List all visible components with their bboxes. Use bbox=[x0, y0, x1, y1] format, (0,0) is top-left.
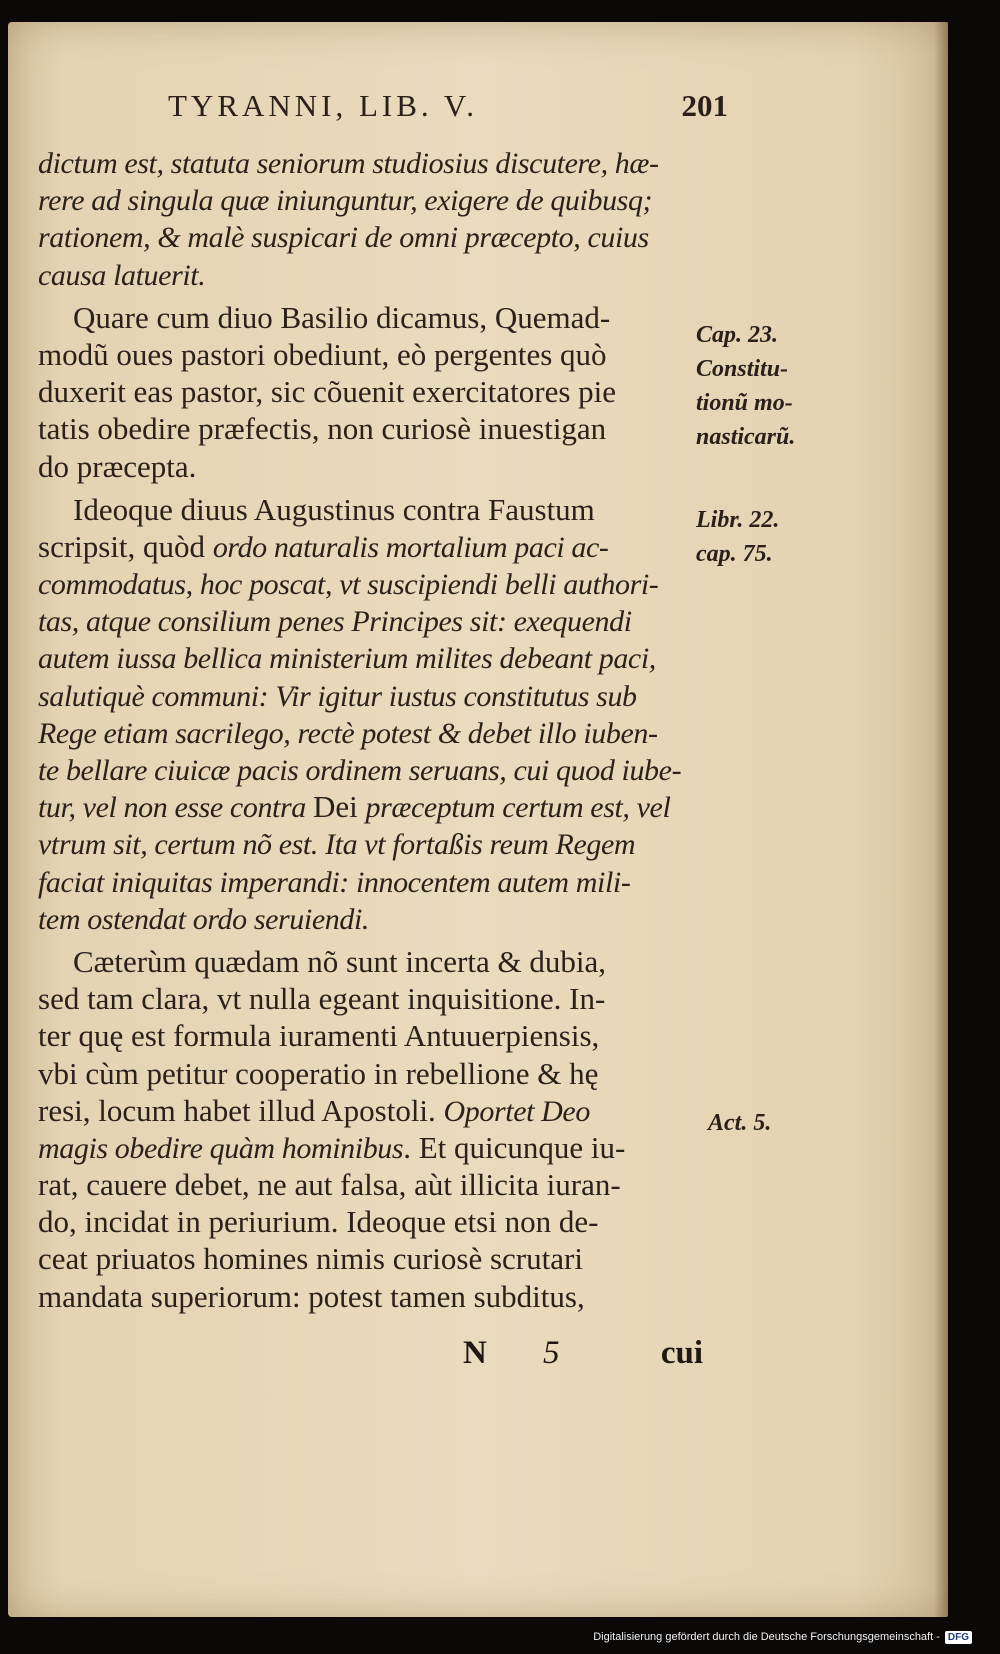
text-line bbox=[38, 1203, 698, 1240]
text-line bbox=[38, 1092, 698, 1129]
text-line bbox=[38, 1278, 698, 1315]
text-line bbox=[38, 181, 698, 218]
text-run: tur, vel non esse contra bbox=[38, 791, 313, 825]
marginal-note: Cap. 23. bbox=[696, 322, 779, 348]
text-run: ceat priuatos homines nimis curiosè scrutari bbox=[38, 1241, 583, 1277]
text-run: Oportet Deo bbox=[443, 1094, 590, 1128]
catchword: cui bbox=[660, 1335, 703, 1371]
text-line bbox=[38, 410, 698, 447]
text-run: Quare cum diuo Basilio dicamus, Quemad- bbox=[73, 299, 611, 335]
marginal-note: tionũ mo- bbox=[696, 390, 793, 416]
text-run: sed tam clara, vt nulla egeant inquisitione. In- bbox=[38, 981, 606, 1017]
marginal-note: Libr. 22. bbox=[696, 507, 780, 533]
text-run: . Et quicunque iu- bbox=[403, 1129, 626, 1165]
marginal-note: cap. 75. bbox=[696, 541, 773, 567]
text-line bbox=[38, 980, 698, 1017]
text-line bbox=[38, 448, 698, 485]
text-run: ter quę est formula iuramenti Antuuerpiensis, bbox=[38, 1018, 600, 1054]
text-line bbox=[38, 1017, 698, 1054]
text-line bbox=[38, 639, 698, 676]
text-line bbox=[38, 299, 698, 336]
text-line bbox=[38, 863, 698, 900]
marginal-note: Constitu- bbox=[696, 356, 789, 382]
text-line bbox=[38, 144, 698, 181]
text-run: faciat iniquitas imperandi: innocentem autem mili- bbox=[38, 865, 631, 899]
text-line bbox=[38, 825, 698, 862]
text-run: dictum est, statuta seniorum studiosius discutere, hæ- bbox=[38, 147, 659, 180]
text-run: rere ad singula quæ iniunguntur, exigere de quibusq; bbox=[38, 184, 653, 218]
text-run: autem iussa bellica ministerium milites debeant paci, bbox=[38, 642, 656, 676]
text-run: præceptum certum est, vel bbox=[365, 791, 671, 825]
text-line bbox=[38, 1129, 698, 1166]
text-run: salutiquè communi: Vir igitur iustus constitutus sub bbox=[38, 679, 637, 713]
running-head bbox=[168, 88, 728, 138]
text-run: te bellare ciuicæ pacis ordinem seruans, cui quod iube- bbox=[38, 754, 682, 787]
dfg-logo: DFG bbox=[945, 1631, 972, 1644]
text-run: vbi cùm petitur cooperatio in rebellione & hę bbox=[38, 1055, 599, 1091]
text-line bbox=[38, 1240, 698, 1277]
text-run: Cæterùm quædam nõ sunt incerta & dubia, bbox=[73, 943, 606, 979]
text-run: rat, cauere debet, ne aut falsa, aùt illicita iuran- bbox=[38, 1167, 621, 1203]
running-title: TYRANNI, LIB. V. bbox=[168, 88, 479, 123]
text-line bbox=[38, 373, 698, 410]
text-line bbox=[38, 677, 698, 714]
text-run: commodatus, hoc poscat, vt suscipiendi belli authori- bbox=[38, 568, 659, 602]
text-line bbox=[38, 788, 698, 825]
marginal-note: nasticarũ. bbox=[696, 424, 796, 450]
signature-mark: N bbox=[463, 1335, 487, 1371]
text-run: vtrum sit, certum nõ est. Ita vt fortaßis reum Regem bbox=[38, 828, 636, 862]
text-run: ordo naturalis mortalium paci ac- bbox=[212, 530, 609, 564]
text-run: resi, locum habet illud Apostoli. bbox=[38, 1092, 444, 1128]
credit-text: Digitalisierung gefördert durch die Deutsche Forschungsgemeinschaft - bbox=[593, 1631, 940, 1643]
text-line bbox=[38, 943, 698, 980]
text-run: duxerit eas pastor, sic cõuenit exercitatores pie bbox=[38, 374, 617, 410]
text-run: magis obedire quàm hominibus bbox=[38, 1131, 404, 1165]
text-run: tatis obedire præfectis, non curiosè inuestigan bbox=[38, 411, 607, 447]
text-line bbox=[38, 1166, 698, 1203]
text-line bbox=[38, 751, 698, 788]
text-line bbox=[38, 491, 698, 528]
marginal-note: Act. 5. bbox=[708, 1110, 772, 1136]
text-line bbox=[38, 218, 698, 255]
text-run: tas, atque consilium penes Principes sit: exequendi bbox=[38, 605, 632, 639]
body-text bbox=[38, 144, 698, 1315]
text-run: do præcepta. bbox=[38, 448, 197, 484]
text-run: causa latuerit. bbox=[38, 258, 206, 292]
text-line bbox=[38, 714, 698, 751]
text-run: rationem, & malè suspicari de omni præcepto, cuius bbox=[38, 221, 649, 255]
signature-number: 5 bbox=[543, 1335, 560, 1371]
text-line bbox=[38, 565, 698, 602]
scanned-page bbox=[8, 22, 948, 1617]
text-run: mandata superiorum: potest tamen subditus, bbox=[38, 1278, 585, 1314]
digitization-credit bbox=[593, 1628, 972, 1646]
catchline bbox=[463, 1335, 703, 1379]
text-line bbox=[38, 900, 698, 937]
text-line bbox=[38, 336, 698, 373]
page-number: 201 bbox=[681, 88, 728, 123]
text-line bbox=[38, 1055, 698, 1092]
text-run: Rege etiam sacrilego, rectè potest & debet illo iuben- bbox=[38, 716, 658, 750]
text-run: scripsit, quòd bbox=[38, 528, 213, 564]
text-run: Dei bbox=[312, 789, 366, 825]
text-run: do, incidat in periurium. Ideoque etsi non de- bbox=[38, 1204, 599, 1240]
text-run: tem ostendat ordo seruiendi. bbox=[38, 902, 369, 936]
text-run: Ideoque diuus Augustinus contra Faustum bbox=[73, 491, 595, 527]
text-line bbox=[38, 528, 698, 565]
text-line bbox=[38, 602, 698, 639]
text-run: modũ oues pastori obediunt, eò pergentes quò bbox=[38, 336, 607, 372]
text-line bbox=[38, 256, 698, 293]
